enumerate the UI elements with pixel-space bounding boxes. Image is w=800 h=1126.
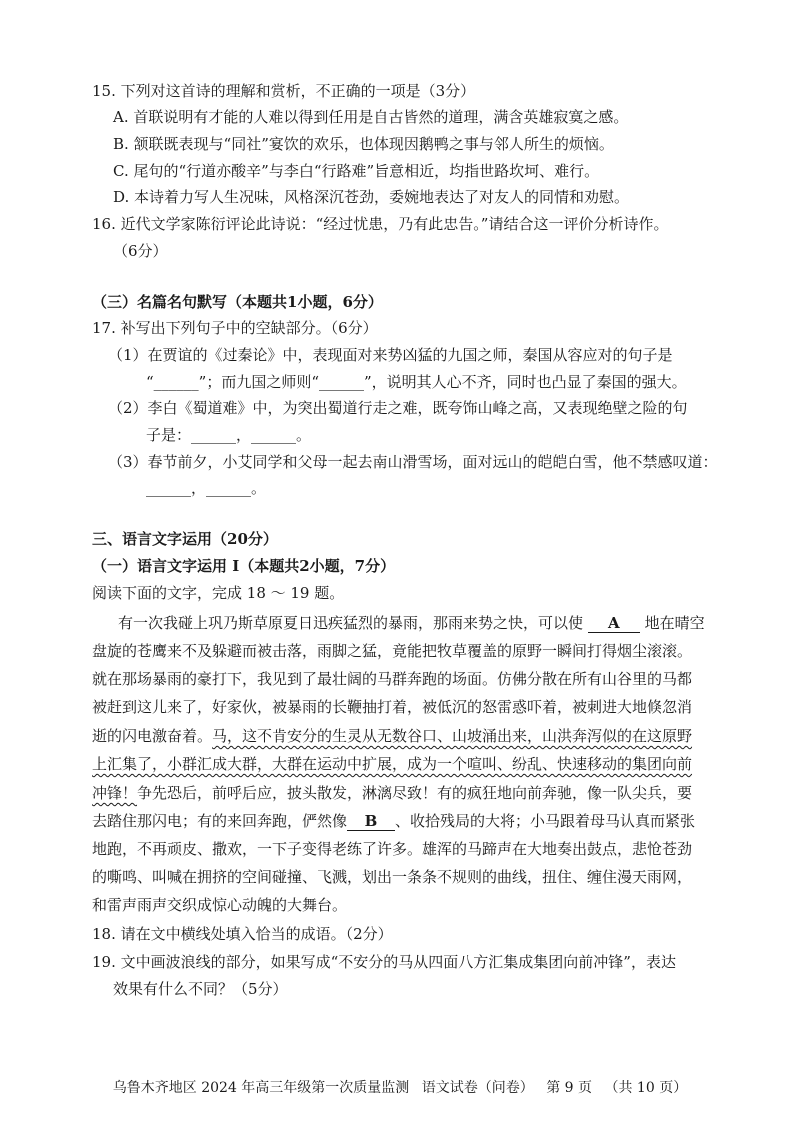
q16-stem: 16. 近代文学家陈衍评论此诗说：“经过忧患，乃有此忠告。”请结合这一评价分析诗作。: [92, 215, 669, 233]
section-title-dictation: （三）名篇名句默写（本题共1小题，6分）: [92, 293, 383, 311]
q15-option-a: A. 首联说明有才能的人难以得到任用是自古皆然的道理，满含英雄寂寞之感。: [113, 108, 629, 126]
passage-line-8: 去踏住那闪电；有的来回奔跑，俨然像 B 、收拾残局的大将；小马跟着母马认真而紧张: [92, 812, 696, 830]
subsection-title: （一）语言文字运用 Ⅰ（本题共2小题，7分）: [92, 557, 396, 575]
passage-line-5: 逝的闪电激奋着。马，这不肯安分的生灵从无数谷口、山坡涌出来，山洪奔泻似的在这原野: [92, 727, 693, 745]
q17-item-2a: （2）李白《蜀道难》中，为突出蜀道行走之难，既夸饰山峰之高，又表现绝壁之险的句: [108, 399, 688, 417]
q19-stem: 19. 文中画波浪线的部分，如果写成“不安分的马从四面八方汇集成集团向前冲锋”，表达: [92, 953, 676, 971]
part-title-language: 三、语言文字运用（20分）: [92, 530, 278, 548]
q15-option-d: D. 本诗着力写人生况味，风格深沉苍劲，委婉地表达了对友人的同情和劝慰。: [113, 188, 630, 206]
passage-line-11: 和雷声雨声交织成惊心动魄的大舞台。: [92, 896, 348, 914]
passage-line-2: 盘旋的苍鹰来不及躲避而被击落，雨脚之猛，竟能把牧草覆盖的原野一瞬间打得烟尘滚滚。: [92, 642, 693, 660]
q15-option-c: C. 尾句的“行道亦酸辛”与李白“行路难”旨意相近，均指世路坎坷、难行。: [113, 162, 600, 180]
reading-instruction: 阅读下面的文字，完成 18 ～ 19 题。: [92, 584, 345, 602]
q18-stem: 18. 请在文中横线处填入恰当的成语。（2分）: [92, 925, 393, 943]
q19-score: 效果有什么不同？（5分）: [113, 980, 288, 998]
footer-page-number: 第 9 页: [546, 1080, 593, 1096]
wavy-underlined-text: 上汇集了，小群汇成大群，大群在运动中扩展，成为一个喧叫、纷乱、快速移动的集团向前: [92, 755, 693, 773]
wavy-underlined-text: 马，这不肯安分的生灵从无数谷口、山坡涌出来，山洪奔泻似的在这原野: [212, 727, 693, 745]
q17-stem: 17. 补写出下列句子中的空缺部分。（6分）: [92, 319, 378, 337]
passage-line-4: 被赶到这儿来了，好家伙，被暴雨的长鞭抽打着，被低沉的怒雷惑吓着，被刺进大地倏忽消: [92, 698, 693, 716]
q15-stem: 15. 下列对这首诗的理解和赏析，不正确的一项是（3分）: [92, 82, 476, 100]
passage-line-3: 就在那场暴雨的豪打下，我见到了最壮阔的马群奔跑的场面。仿佛分散在所有山谷里的马都: [92, 670, 693, 688]
passage-line-6: [92, 753, 692, 775]
passage-line-9: 地跑，不再顽皮、撒欢，一下子变得老练了许多。雄浑的马蹄声在大地奏出鼓点，悲怆苍劲: [92, 840, 693, 858]
blank-a[interactable]: A: [588, 614, 640, 633]
q17-item-3a: （3）春节前夕，小艾同学和父母一起去南山滑雪场，面对远山的皑皑白雪，他不禁感叹道：: [108, 453, 718, 471]
page-footer: [0, 1077, 800, 1097]
passage-line-1: 有一次我碰上巩乃斯草原夏日迅疾猛烈的暴雨，那雨来势之快，可以使 A 地在晴空: [118, 614, 705, 632]
blank-b[interactable]: B: [347, 812, 395, 831]
passage-line-7: 冲锋！争先恐后，前呼后应，披头散发，淋漓尽致！有的疯狂地向前奔驰，像一队尖兵，要: [92, 784, 693, 802]
footer-total-pages: （共 10 页）: [604, 1080, 688, 1096]
footer-exam-name: 乌鲁木齐地区 2024 年高三年级第一次质量监测: [112, 1080, 410, 1096]
passage-line-10: 的嘶鸣、叫喊在拥挤的空间碰撞、飞溅，划出一条条不规则的曲线，扭住、缠住漫天雨网，: [92, 868, 693, 886]
q15-option-b: B. 颔联既表现与“同社”宴饮的欢乐，也体现因鹅鸭之事与邻人所生的烦恼。: [113, 135, 614, 153]
wavy-underlined-text: 冲锋！: [92, 784, 138, 802]
q17-item-1a: （1）在贾谊的《过秦论》中，表现面对来势凶猛的九国之师，秦国从容应对的句子是: [108, 346, 673, 364]
footer-subject: 语文试卷（问卷）: [421, 1080, 534, 1096]
q17-item-1b: “______”；而九国之师则“______”，说明其人心不齐，同时也凸显了秦国的强大。: [146, 373, 687, 391]
q16-score: （6分）: [113, 242, 168, 260]
q17-item-3b: ______，______。: [146, 479, 267, 497]
q17-item-2b: 子是：______，______。: [146, 426, 312, 444]
